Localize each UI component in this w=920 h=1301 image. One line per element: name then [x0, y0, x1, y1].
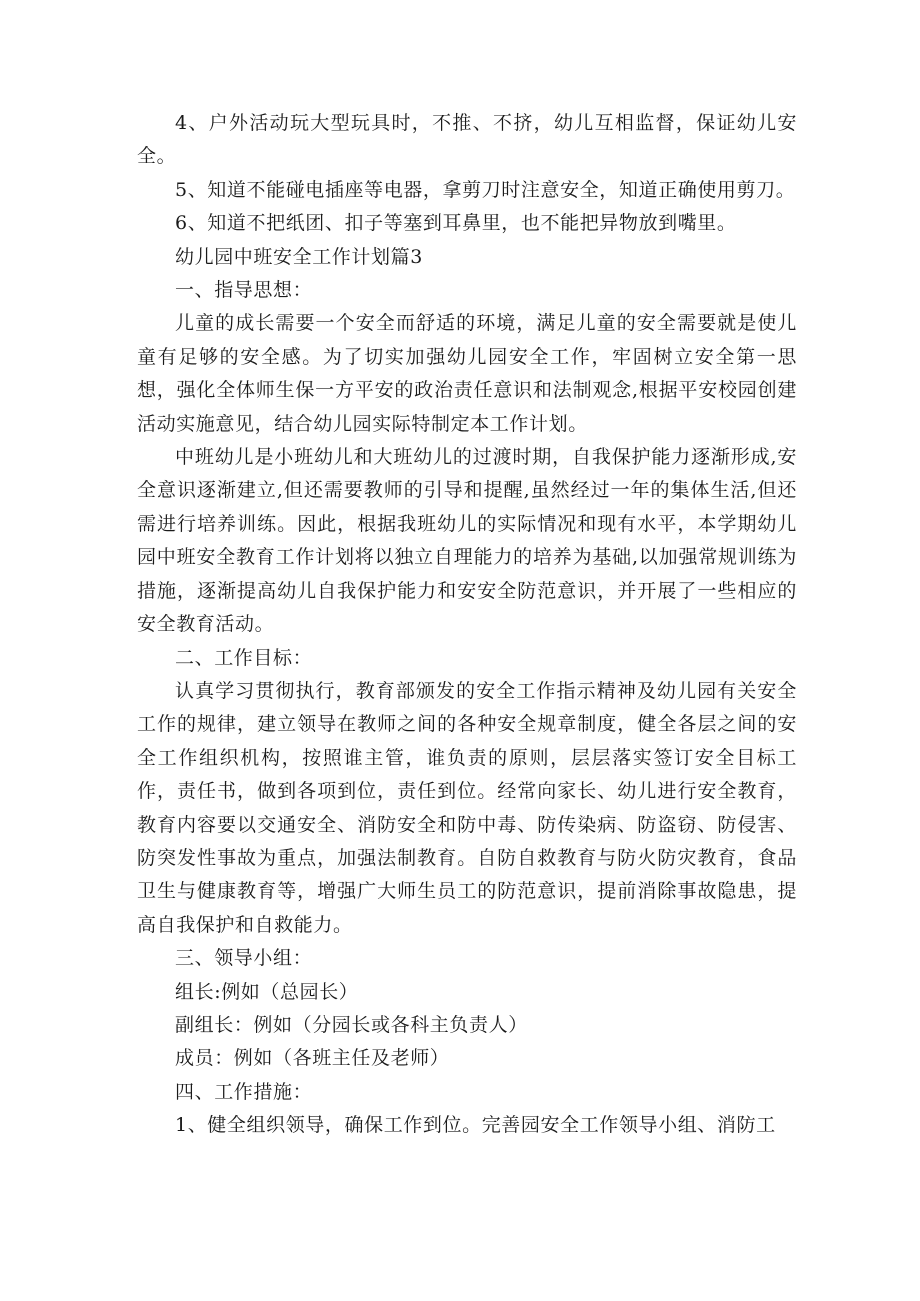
- list-item-5: 5、知道不能碰电插座等电器，拿剪刀时注意安全，知道正确使用剪刀。: [175, 178, 796, 201]
- heading-work-goals: 二、工作目标：: [175, 646, 313, 669]
- document-page: [137, 107, 797, 1143]
- measure-item-1: 1、健全组织领导，确保工作到位。完善园安全工作领导小组、消防工: [175, 1114, 776, 1137]
- heading-leadership-group: 三、领导小组：: [175, 947, 313, 970]
- section-title: 幼儿园中班安全工作计划篇3: [175, 245, 423, 268]
- list-item-6: 6、知道不把纸团、扣子等塞到耳鼻里，也不能把异物放到嘴里。: [175, 212, 737, 235]
- heading-guiding-thought: 一、指导思想：: [175, 279, 313, 302]
- paragraph-work-goals: 认真学习贯彻执行，教育部颁发的安全工作指示精神及幼儿园有关安全工作的规律，建立领导在教师之间的各种安全规章制度，健全各层之间的安全工作组织机构，按照谁主管，谁负责的原则，层层落实签订安全目标工作，责任书，做到各项到位，责任到位。经常向家长、幼儿进行安全教育，教育内容要以交通安全、消防安全和防中毒、防传染病、防盗窃、防侵害、防突发性事故为重点，加强法制教育。自防自救教育与防火防灾教育，食品卫生与健康教育等，增强广大师生员工的防范意识，提前消除事故隐患，提高自我保护和自救能力。: [137, 679, 797, 936]
- heading-work-measures: 四、工作措施：: [175, 1080, 313, 1103]
- leader-line: 组长:例如（总园长）: [175, 980, 359, 1003]
- members-line: 成员：例如（各班主任及老师）: [175, 1047, 450, 1070]
- paragraph-guiding-thought: 儿童的成长需要一个安全而舒适的环境，满足儿童的安全需要就是使儿童有足够的安全感。为了切实加强幼儿园安全工作，牢固树立安全第一思想，强化全体师生保一方平安的政治责任意识和法制观念,根据平安校园创建活动实施意见，结合幼儿园实际特制定本工作计划。: [137, 312, 797, 435]
- deputy-leader-line: 副组长：例如（分园长或各科主负责人）: [175, 1013, 528, 1036]
- paragraph-middle-class: 中班幼儿是小班幼儿和大班幼儿的过渡时期，自我保护能力逐渐形成,安全意识逐渐建立,但还需要教师的引导和提醒,虽然经过一年的集体生活,但还需进行培养训练。因此，根据我班幼儿的实际情况和现有水平，本学期幼儿园中班安全教育工作计划将以独立自理能力的培养为基础,以加强常规训练为措施，逐渐提高幼儿自我保护能力和安安全防范意识，并开展了一些相应的安全教育活动。: [137, 446, 797, 636]
- list-item-4: 4、户外活动玩大型玩具时，不推、不挤，幼儿互相监督，保证幼儿安全。: [137, 112, 797, 168]
